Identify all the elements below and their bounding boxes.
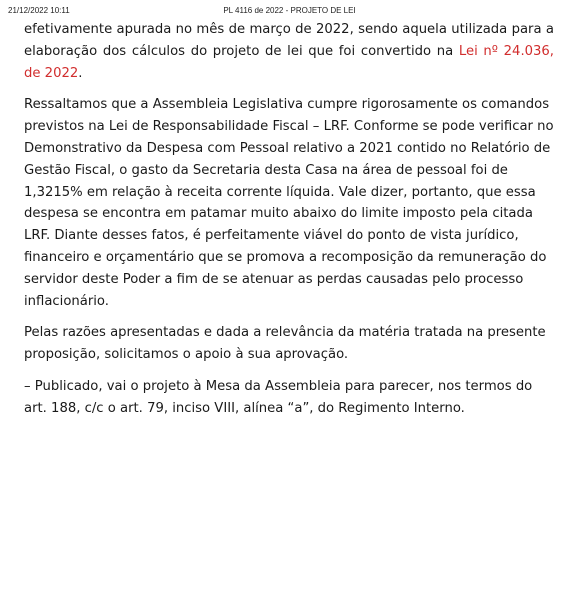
document-body <box>24 19 554 430</box>
paragraph-lrf-compliance: Ressaltamos que a Assembleia Legislativa cumpre rigorosamente os comandos previstos na Lei de Responsabilidade Fiscal – LRF. Conforme se pode verificar no Demonstrativo da Despesa com Pessoal relativo a 2021 contido no Relatório de Gestão Fiscal, o gasto da Secretaria desta Casa na área de pessoal foi de 1,3215% em relação à receita corrente líquida. Vale dizer, portanto, que essa despesa se encontra em patamar muito abaixo do limite imposto pela citada LRF. Diante desses fatos, é perfeitamente viável do ponto de vista jurídico, financeiro e orçamentário que se promova a recomposição da remuneração do servidor deste Poder a fim de se atenuar as perdas causadas pelo processo inflacionário. <box>24 97 554 309</box>
print-datetime: 21/12/2022 10:11 <box>8 6 70 15</box>
paragraph-publication-note: – Publicado, vai o projeto à Mesa da Assembleia para parecer, nos termos do art. 188, c/c o art. 79, inciso VIII, alínea “a”, do Regimento Interno. <box>24 378 533 416</box>
print-header <box>8 6 571 18</box>
paragraph-approval-request: Pelas razões apresentadas e dada a relevância da matéria tratada na presente proposição, solicitamos o apoio à sua aprovação. <box>24 325 546 363</box>
paragraph-period: . <box>78 65 83 81</box>
document-title: PL 4116 de 2022 - PROJETO DE LEI <box>223 6 356 15</box>
law-link[interactable]: Lei nº 24.036, de 2022 <box>24 43 554 81</box>
paragraph-justification-end <box>24 19 554 84</box>
paragraph-text: efetivamente apurada no mês de março de 2022, sendo aquela utilizada para a elaboração dos cálculos do projeto de lei que foi convertido na <box>24 22 554 59</box>
